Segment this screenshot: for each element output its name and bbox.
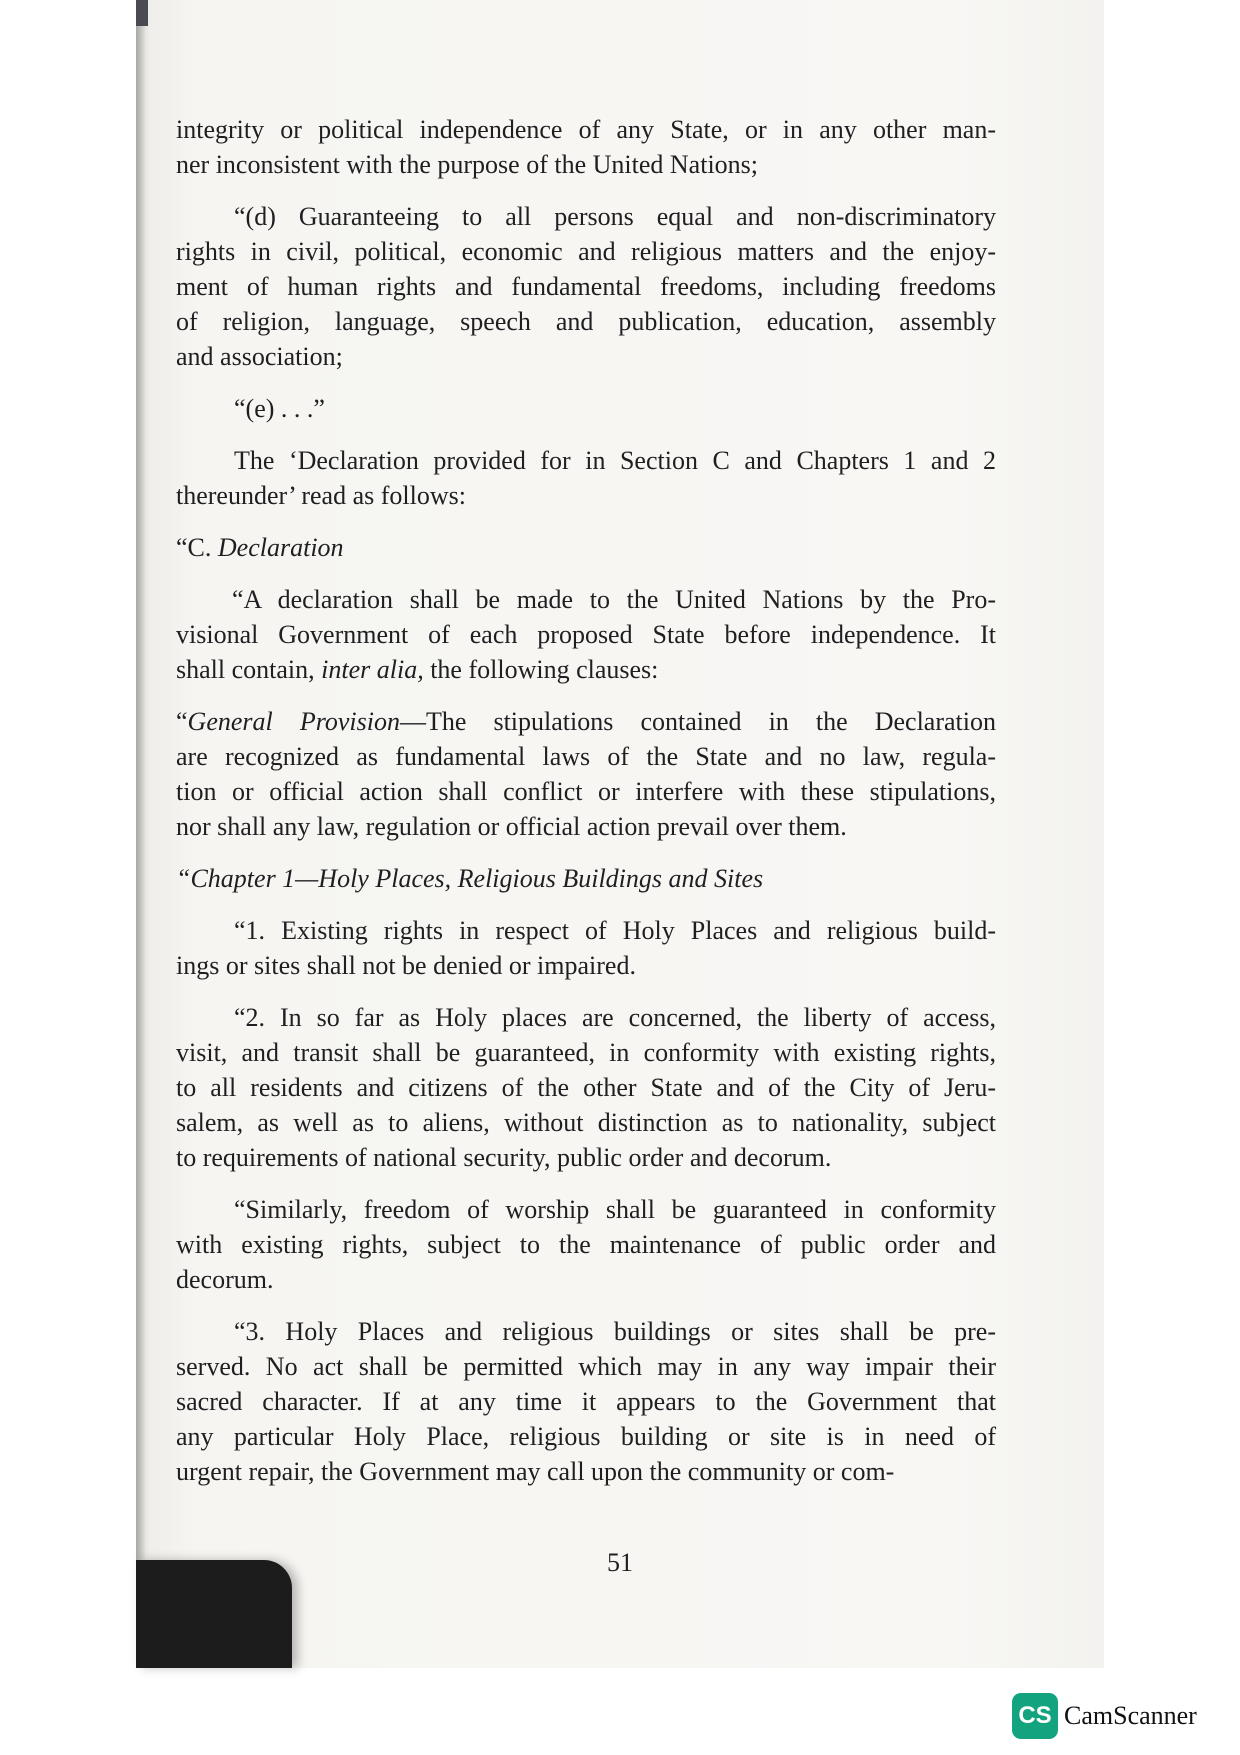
text-line: thereunder’ read as follows: (176, 481, 466, 510)
camscanner-logo-icon: CS (1012, 1693, 1058, 1739)
declaration-intro (176, 582, 996, 687)
page-binding-edge (136, 0, 146, 1668)
section-heading-title: Declaration (217, 533, 344, 562)
finger-shadow (136, 1560, 292, 1668)
text-line: sacred character. If at any time it appears to the Government that (176, 1387, 996, 1416)
text-line: integrity or political independence of any State, or in any other man- (176, 115, 996, 144)
text-line: salem, as well as to aliens, without distinction as to nationality, subject (176, 1108, 996, 1137)
text-line: tion or official action shall conflict or interfere with these stipulations, (176, 777, 996, 806)
text-line: ment of human rights and fundamental freedoms, including freedoms (176, 272, 996, 301)
page-body (176, 112, 996, 1506)
text-line: any particular Holy Place, religious building or site is in need of (176, 1422, 996, 1451)
text-line (176, 704, 996, 739)
provision-label: General Provision (187, 707, 400, 736)
text-line: are recognized as fundamental laws of the State and no law, regula- (176, 742, 996, 771)
text-line: with existing rights, subject to the maintenance of public order and (176, 1230, 996, 1259)
lead-paragraphs (176, 112, 996, 513)
text-line: rights in civil, political, economic and religious matters and the enjoy- (176, 237, 996, 266)
text-line (176, 652, 996, 687)
paragraph (176, 443, 996, 513)
text-line: The ‘Declaration provided for in Section C and Chapters 1 and 2 (234, 446, 996, 475)
scan-corner-mark (136, 0, 148, 26)
quote-mark: “ (176, 707, 188, 736)
text-line: nor shall any law, regulation or official action prevail over them. (176, 812, 847, 841)
camscanner-watermark (1012, 1693, 1197, 1739)
paragraph (176, 199, 996, 374)
text-line: “2. In so far as Holy places are concerned, the liberty of access, (234, 1003, 996, 1032)
text-line: visional Government of each proposed State before independence. It (176, 620, 996, 649)
text-line: to all residents and citizens of the other State and of the City of Jeru- (176, 1073, 996, 1102)
section-heading-prefix: “C. (176, 533, 218, 562)
chapter-heading (176, 861, 996, 896)
paragraph (176, 913, 996, 983)
text-fragment: the following clauses: (423, 655, 659, 684)
paragraph (176, 391, 996, 426)
text-line: “A declaration shall be made to the United Nations by the Pro- (232, 585, 996, 614)
text-line: “(e) . . .” (234, 394, 325, 423)
text-line: and association; (176, 342, 343, 371)
text-line: to requirements of national security, public order and decorum. (176, 1143, 832, 1172)
text-line: urgent repair, the Government may call upon the community or com- (176, 1457, 895, 1486)
text-line: of religion, language, speech and publication, education, assembly (176, 307, 996, 336)
clauses (176, 913, 996, 1489)
text-fragment: —The stipulations contained in the Declaration (399, 707, 996, 736)
text-line: ner inconsistent with the purpose of the United Nations; (176, 150, 759, 179)
text-line: “1. Existing rights in respect of Holy Places and religious build- (234, 916, 996, 945)
text-line: “(d) Guaranteeing to all persons equal and non-discriminatory (234, 202, 996, 231)
paragraph (176, 1314, 996, 1489)
chapter-heading-text: “Chapter 1—Holy Places, Religious Buildings and Sites (176, 864, 764, 893)
camscanner-name: CamScanner (1064, 1701, 1197, 1730)
text-line: ings or sites shall not be denied or impaired. (176, 951, 636, 980)
text-line: “Similarly, freedom of worship shall be guaranteed in conformity (234, 1195, 996, 1224)
general-provision (176, 704, 996, 844)
scanned-page (136, 0, 1104, 1668)
text-fragment: shall contain, (176, 655, 322, 684)
text-line: “3. Holy Places and religious buildings or sites shall be pre- (234, 1317, 996, 1346)
text-line: visit, and transit shall be guaranteed, in conformity with existing rights, (176, 1038, 996, 1067)
text-line: decorum. (176, 1265, 274, 1294)
paragraph (176, 1000, 996, 1175)
paragraph (176, 112, 996, 182)
text-line: served. No act shall be permitted which may in any way impair their (176, 1352, 996, 1381)
page-number: 51 (607, 1548, 633, 1577)
italic-phrase: inter alia, (321, 655, 424, 684)
paragraph (176, 1192, 996, 1297)
section-heading (176, 530, 996, 565)
